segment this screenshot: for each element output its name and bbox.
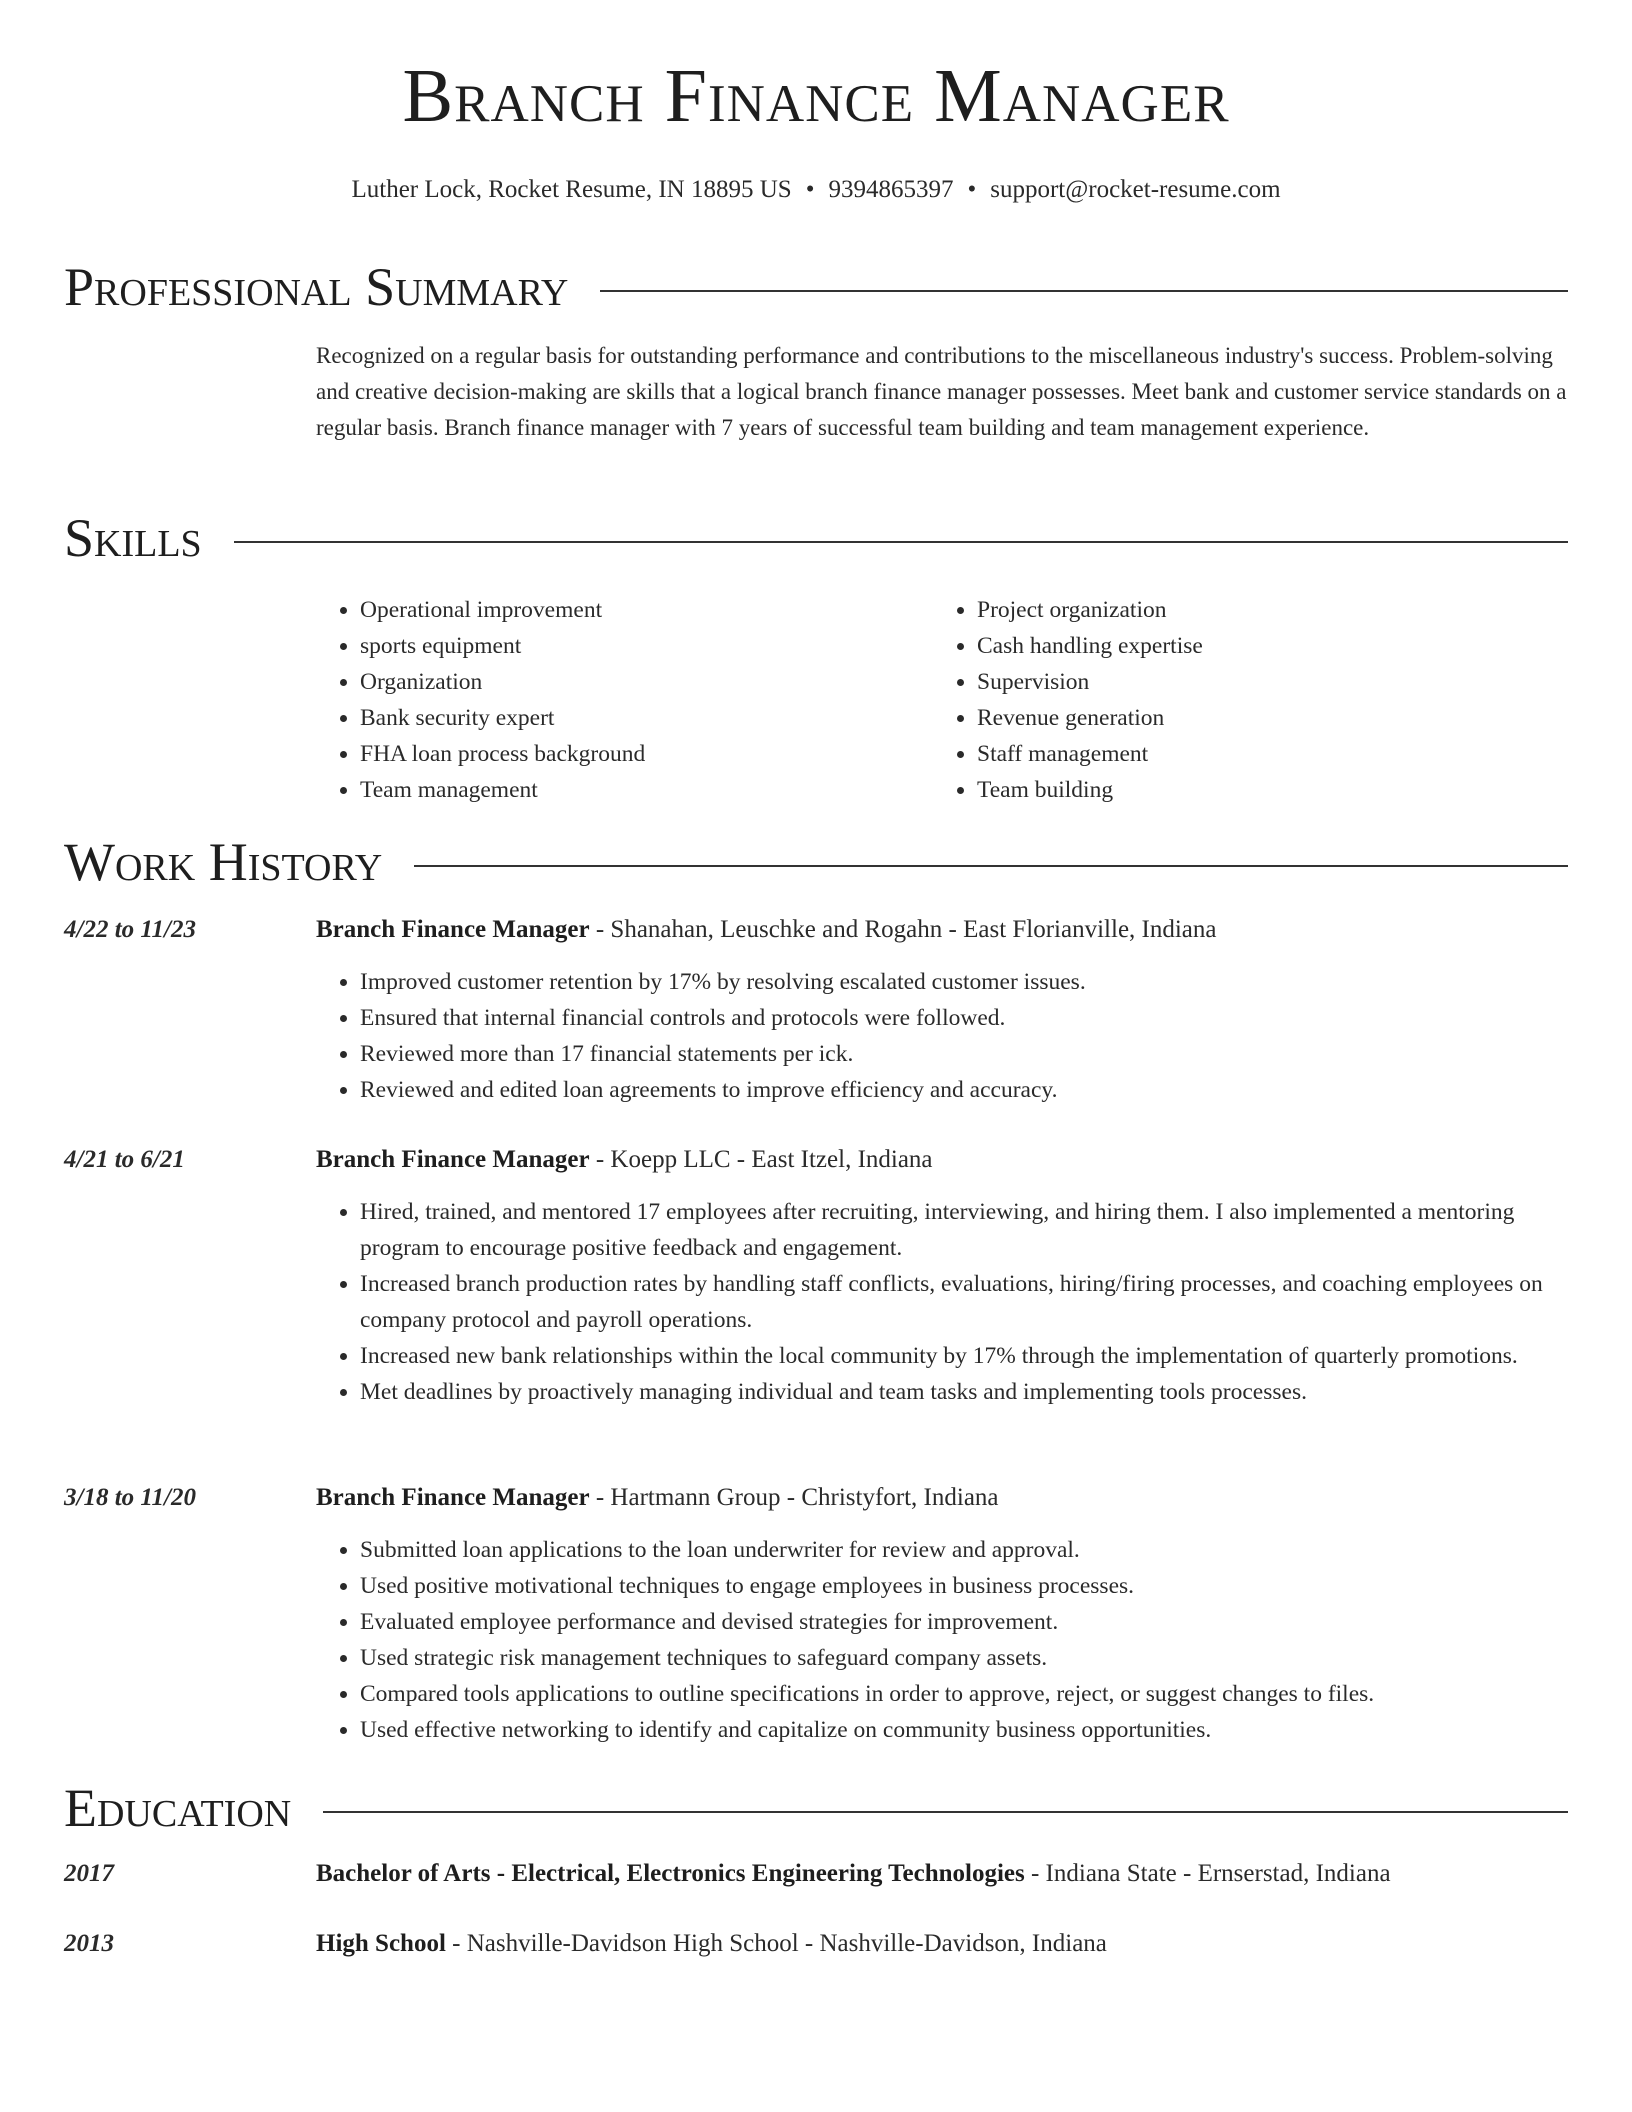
section-title-work: Work History xyxy=(64,832,383,892)
section-title-summary: Professional Summary xyxy=(64,257,569,317)
work-bullets xyxy=(316,1194,1580,1410)
skill-item: • Team building xyxy=(977,772,1203,808)
skill-item: • Team management xyxy=(360,772,645,808)
skill-item: • Operational improvement xyxy=(360,592,645,628)
work-bullets xyxy=(316,1532,1580,1748)
work-bullet: • Met deadlines by proactively managing individual and team tasks and implementing tools processes. xyxy=(360,1374,1580,1410)
education-details: - Nashville-Davidson High School - Nashville-Davidson, Indiana xyxy=(445,1930,1107,1957)
section-divider xyxy=(323,1811,1568,1813)
work-title: Branch Finance Manager xyxy=(316,916,590,943)
contact-line xyxy=(0,174,1632,206)
skill-item: • Organization xyxy=(360,664,645,700)
work-bullet: • Improved customer retention by 17% by resolving escalated customer issues. xyxy=(360,964,1580,1000)
work-bullet: • Hired, trained, and mentored 17 employees after recruiting, interviewing, and hiring them. I also implemented a mentoring program to encourage positive feedback and engagement. xyxy=(360,1194,1580,1266)
work-bullets xyxy=(316,964,1580,1108)
education-year: 2013 xyxy=(64,1930,114,1957)
work-details: - Shanahan, Leuschke and Rogahn - East Florianville, Indiana xyxy=(589,916,1217,943)
work-dates: 4/22 to 11/23 xyxy=(64,916,196,943)
work-bullet: • Reviewed more than 17 financial statements per ick. xyxy=(360,1036,1580,1072)
education-degree: Bachelor of Arts - Electrical, Electronics Engineering Technologies xyxy=(316,1860,1025,1887)
work-dates: 4/21 to 6/21 xyxy=(64,1146,185,1173)
work-bullet: • Increased new bank relationships within the local community by 17% through the implementation of quarterly promotions. xyxy=(360,1338,1580,1374)
work-bullet: • Used strategic risk management techniques to safeguard company assets. xyxy=(360,1640,1580,1676)
section-header-skills xyxy=(64,506,1568,570)
page-title: Branch Finance Manager xyxy=(402,54,1230,138)
work-details: - Koepp LLC - East Itzel, Indiana xyxy=(589,1146,933,1173)
work-bullet: • Used positive motivational techniques to engage employees in business processes. xyxy=(360,1568,1580,1604)
section-divider xyxy=(414,865,1568,867)
skill-item: • Project organization xyxy=(977,592,1203,628)
work-heading xyxy=(316,1142,1576,1178)
work-bullet: • Evaluated employee performance and devised strategies for improvement. xyxy=(360,1604,1580,1640)
work-heading xyxy=(316,1480,1576,1516)
work-dates: 3/18 to 11/20 xyxy=(64,1484,196,1511)
skills-column-right xyxy=(933,592,1203,808)
section-header-work xyxy=(64,830,1568,894)
section-title-education: Education xyxy=(64,1778,292,1838)
education-heading xyxy=(316,1856,1576,1892)
skill-item: • Cash handling expertise xyxy=(977,628,1203,664)
skill-item: • Revenue generation xyxy=(977,700,1203,736)
work-bullet: • Compared tools applications to outline specifications in order to approve, reject, or suggest changes to files. xyxy=(360,1676,1580,1712)
skill-item: • Bank security expert xyxy=(360,700,645,736)
contact-separator: • xyxy=(967,176,977,203)
work-heading xyxy=(316,912,1576,948)
education-details: - Indiana State - Ernserstad, Indiana xyxy=(1024,1860,1391,1887)
skill-item: • Supervision xyxy=(977,664,1203,700)
section-title-skills: Skills xyxy=(64,508,202,568)
section-header-education xyxy=(64,1776,1568,1840)
contact-address: Luther Lock, Rocket Resume, IN 18895 US xyxy=(351,176,792,203)
education-heading xyxy=(316,1926,1576,1962)
summary-text: Recognized on a regular basis for outstanding performance and contributions to the miscellaneous industry's success. Problem-solving and creative decision-making are skills that a logical branch finance manager possesses. Meet bank and customer service standards on a regular basis. Branch finance manager with 7 years of successful team building and team management experience. xyxy=(316,343,1567,440)
education-degree: High School xyxy=(316,1930,446,1957)
contact-phone: 9394865397 xyxy=(828,176,954,203)
skill-item: • Staff management xyxy=(977,736,1203,772)
work-bullet: • Submitted loan applications to the loan underwriter for review and approval. xyxy=(360,1532,1580,1568)
work-title: Branch Finance Manager xyxy=(316,1146,590,1173)
section-header-summary xyxy=(64,255,1568,319)
skill-item: • FHA loan process background xyxy=(360,736,645,772)
section-divider xyxy=(600,290,1568,292)
work-details: - Hartmann Group - Christyfort, Indiana xyxy=(589,1484,999,1511)
contact-separator: • xyxy=(805,176,815,203)
work-bullet: • Ensured that internal financial controls and protocols were followed. xyxy=(360,1000,1580,1036)
skills-column-left xyxy=(316,592,645,808)
education-year: 2017 xyxy=(64,1860,114,1887)
work-bullet: • Increased branch production rates by handling staff conflicts, evaluations, hiring/firing processes, and coaching employees on company protocol and payroll operations. xyxy=(360,1266,1580,1338)
work-title: Branch Finance Manager xyxy=(316,1484,590,1511)
skill-item: • sports equipment xyxy=(360,628,645,664)
work-bullet: • Reviewed and edited loan agreements to improve efficiency and accuracy. xyxy=(360,1072,1580,1108)
section-divider xyxy=(234,541,1568,543)
contact-email: support@rocket-resume.com xyxy=(990,176,1281,203)
work-bullet: • Used effective networking to identify and capitalize on community business opportunities. xyxy=(360,1712,1580,1748)
